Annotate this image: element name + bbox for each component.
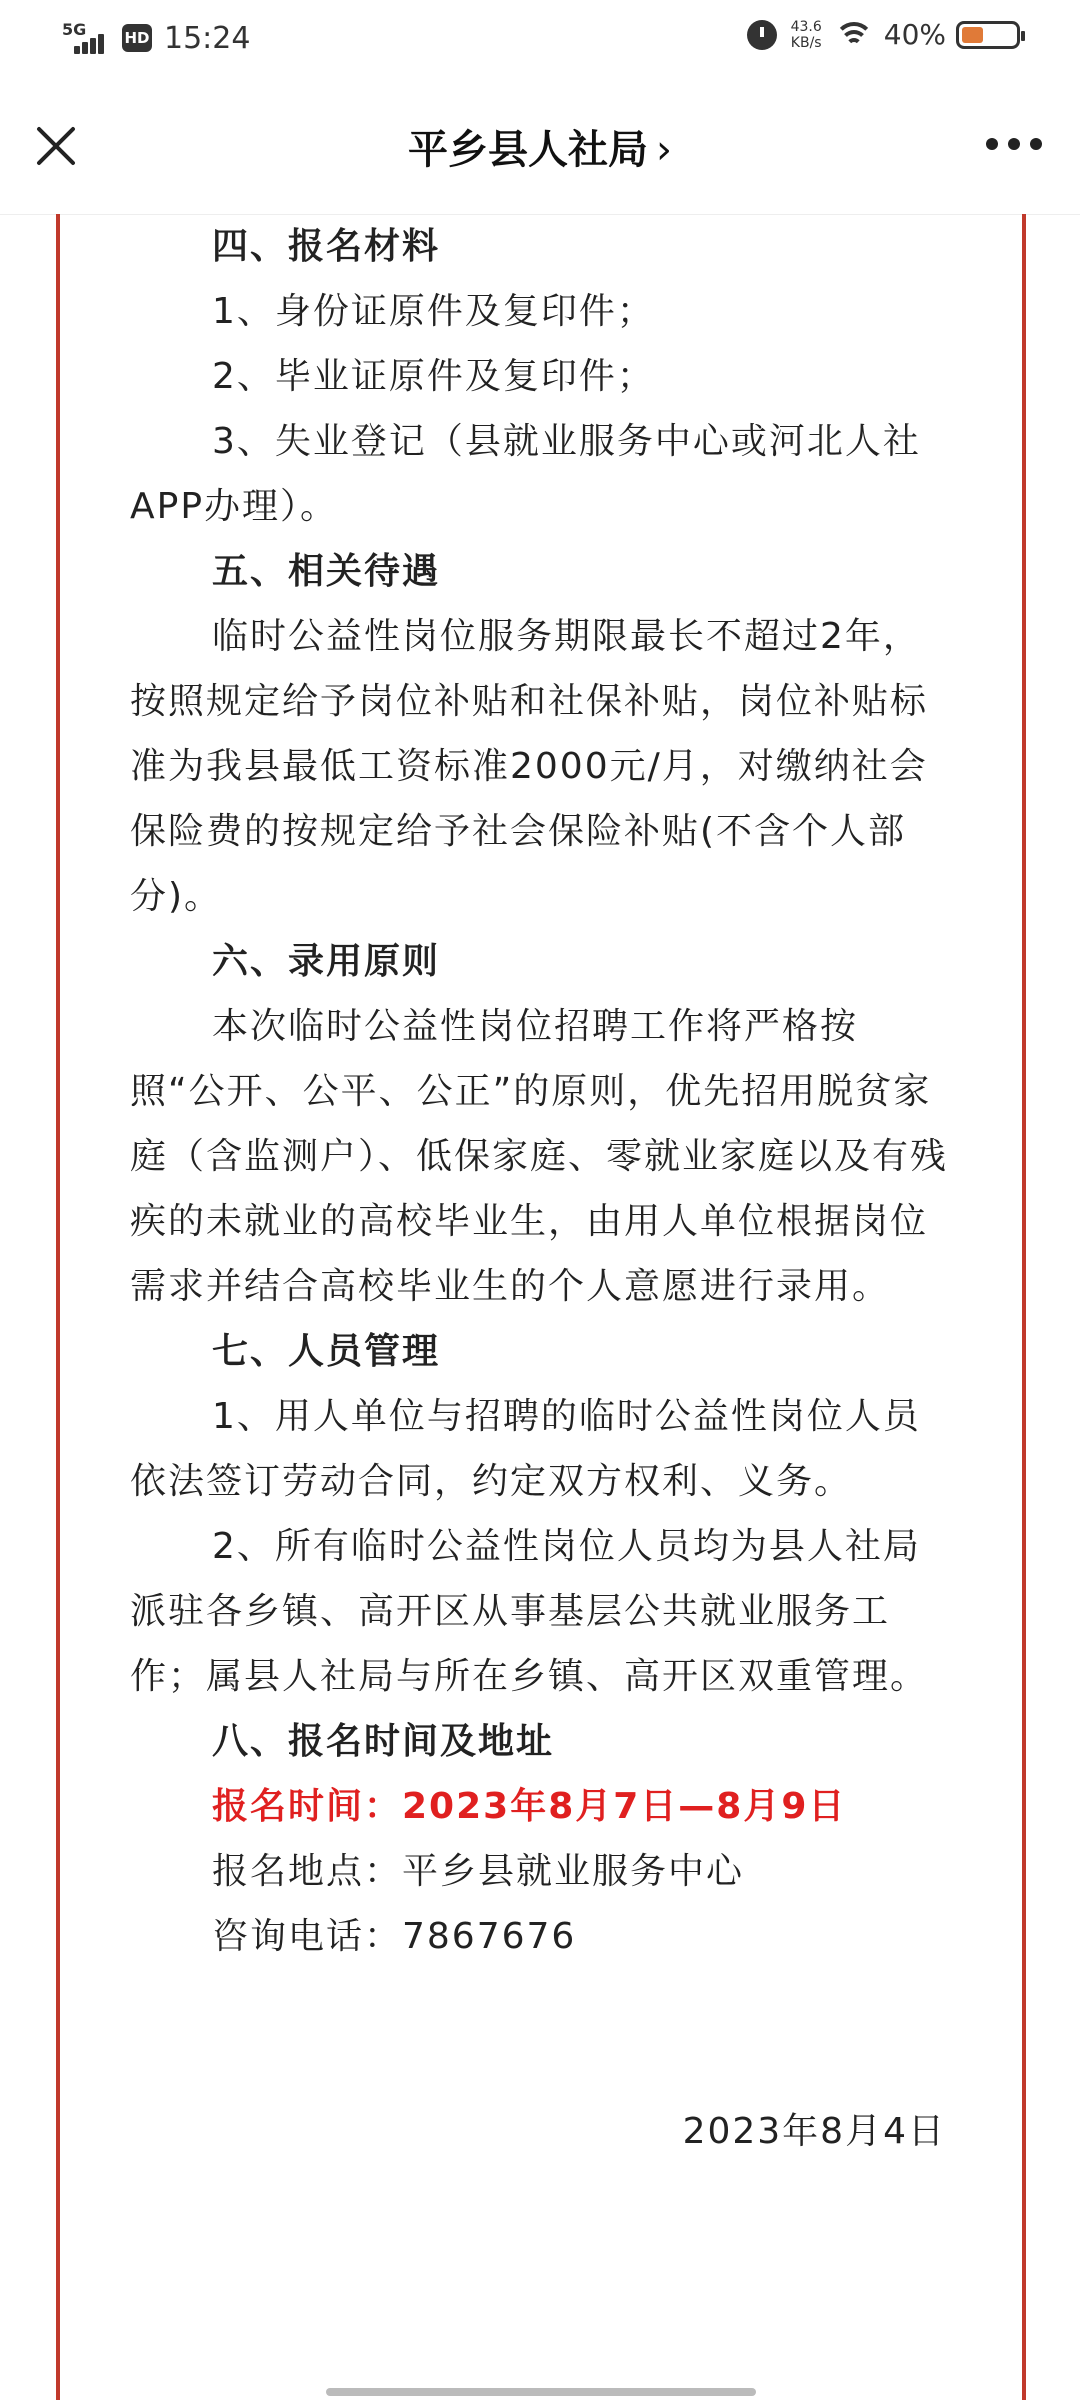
more-dots-icon — [986, 138, 998, 150]
section-5-title: 五、相关待遇 — [212, 551, 441, 592]
section-6-body: 本次临时公益性岗位招聘工作将严格按照“公开、公平、公正”的原则，优先招用脱贫家庭（含监测户）、低保家庭、零就业家庭以及有残疾的未就业的高校毕业生，由用人单位根据岗位需求并结合高校毕业生的个人意愿进行录用。 — [130, 1006, 949, 1307]
status-right — [747, 18, 1020, 51]
registration-place: 报名地点：平乡县就业服务中心 — [212, 1851, 745, 1892]
net-speed-unit: KB/s — [790, 34, 822, 51]
section-4-item-1: 1、身份证原件及复印件； — [212, 291, 655, 332]
title-bar — [0, 80, 1080, 215]
account-name: 平乡县人社局 — [408, 127, 648, 173]
home-indicator[interactable] — [326, 2388, 756, 2396]
publish-date: 2023年8月4日 — [682, 2111, 946, 2152]
section-7-title: 七、人员管理 — [212, 1331, 441, 1372]
section-7-item-1: 1、用人单位与招聘的临时公益性岗位人员依法签订劳动合同，约定双方权利、义务。 — [130, 1396, 921, 1502]
hd-badge: HD — [122, 24, 152, 52]
section-7-item-2: 2、所有临时公益性岗位人员均为县人社局派驻各乡镇、高开区从事基层公共就业服务工作；属县人社局与所在乡镇、高开区双重管理。 — [130, 1526, 929, 1697]
section-8-title: 八、报名时间及地址 — [212, 1721, 555, 1762]
alarm-icon — [747, 20, 777, 50]
consult-phone: 咨询电话：7867676 — [212, 1916, 577, 1957]
spacer — [130, 1969, 950, 2099]
article-body — [130, 214, 950, 2164]
article-frame-right — [1022, 214, 1026, 2400]
more-options-button[interactable] — [986, 138, 1042, 150]
section-5-body: 临时公益性岗位服务期限最长不超过2年，按照规定给予岗位补贴和社保补贴，岗位补贴标准为我县最低工资标准2000元/月，对缴纳社会保险费的按规定给予社会保险补贴(不含个人部分)。 — [130, 616, 929, 917]
section-6-title: 六、录用原则 — [212, 941, 441, 982]
status-time: 15:24 — [164, 20, 251, 56]
net-speed — [791, 19, 822, 51]
battery-icon — [956, 21, 1020, 49]
net-speed-value: 43.6 — [790, 18, 822, 35]
wifi-icon — [836, 20, 872, 50]
battery-fill — [962, 27, 983, 43]
network-type: 5G — [62, 20, 87, 39]
article-frame-left — [56, 214, 60, 2400]
status-left — [60, 18, 250, 58]
account-title-link[interactable] — [0, 118, 1080, 175]
section-4-item-2: 2、毕业证原件及复印件； — [212, 356, 655, 397]
signal-icon — [60, 18, 110, 58]
battery-percent: 40% — [883, 18, 946, 51]
section-4-item-3: 3、失业登记（县就业服务中心或河北人社APP办理）。 — [130, 421, 921, 527]
registration-time: 报名时间：2023年8月7日—8月9日 — [212, 1786, 847, 1827]
section-4-title: 四、报名材料 — [212, 226, 441, 267]
chevron-right-icon: › — [656, 127, 672, 173]
status-bar — [0, 0, 1080, 80]
